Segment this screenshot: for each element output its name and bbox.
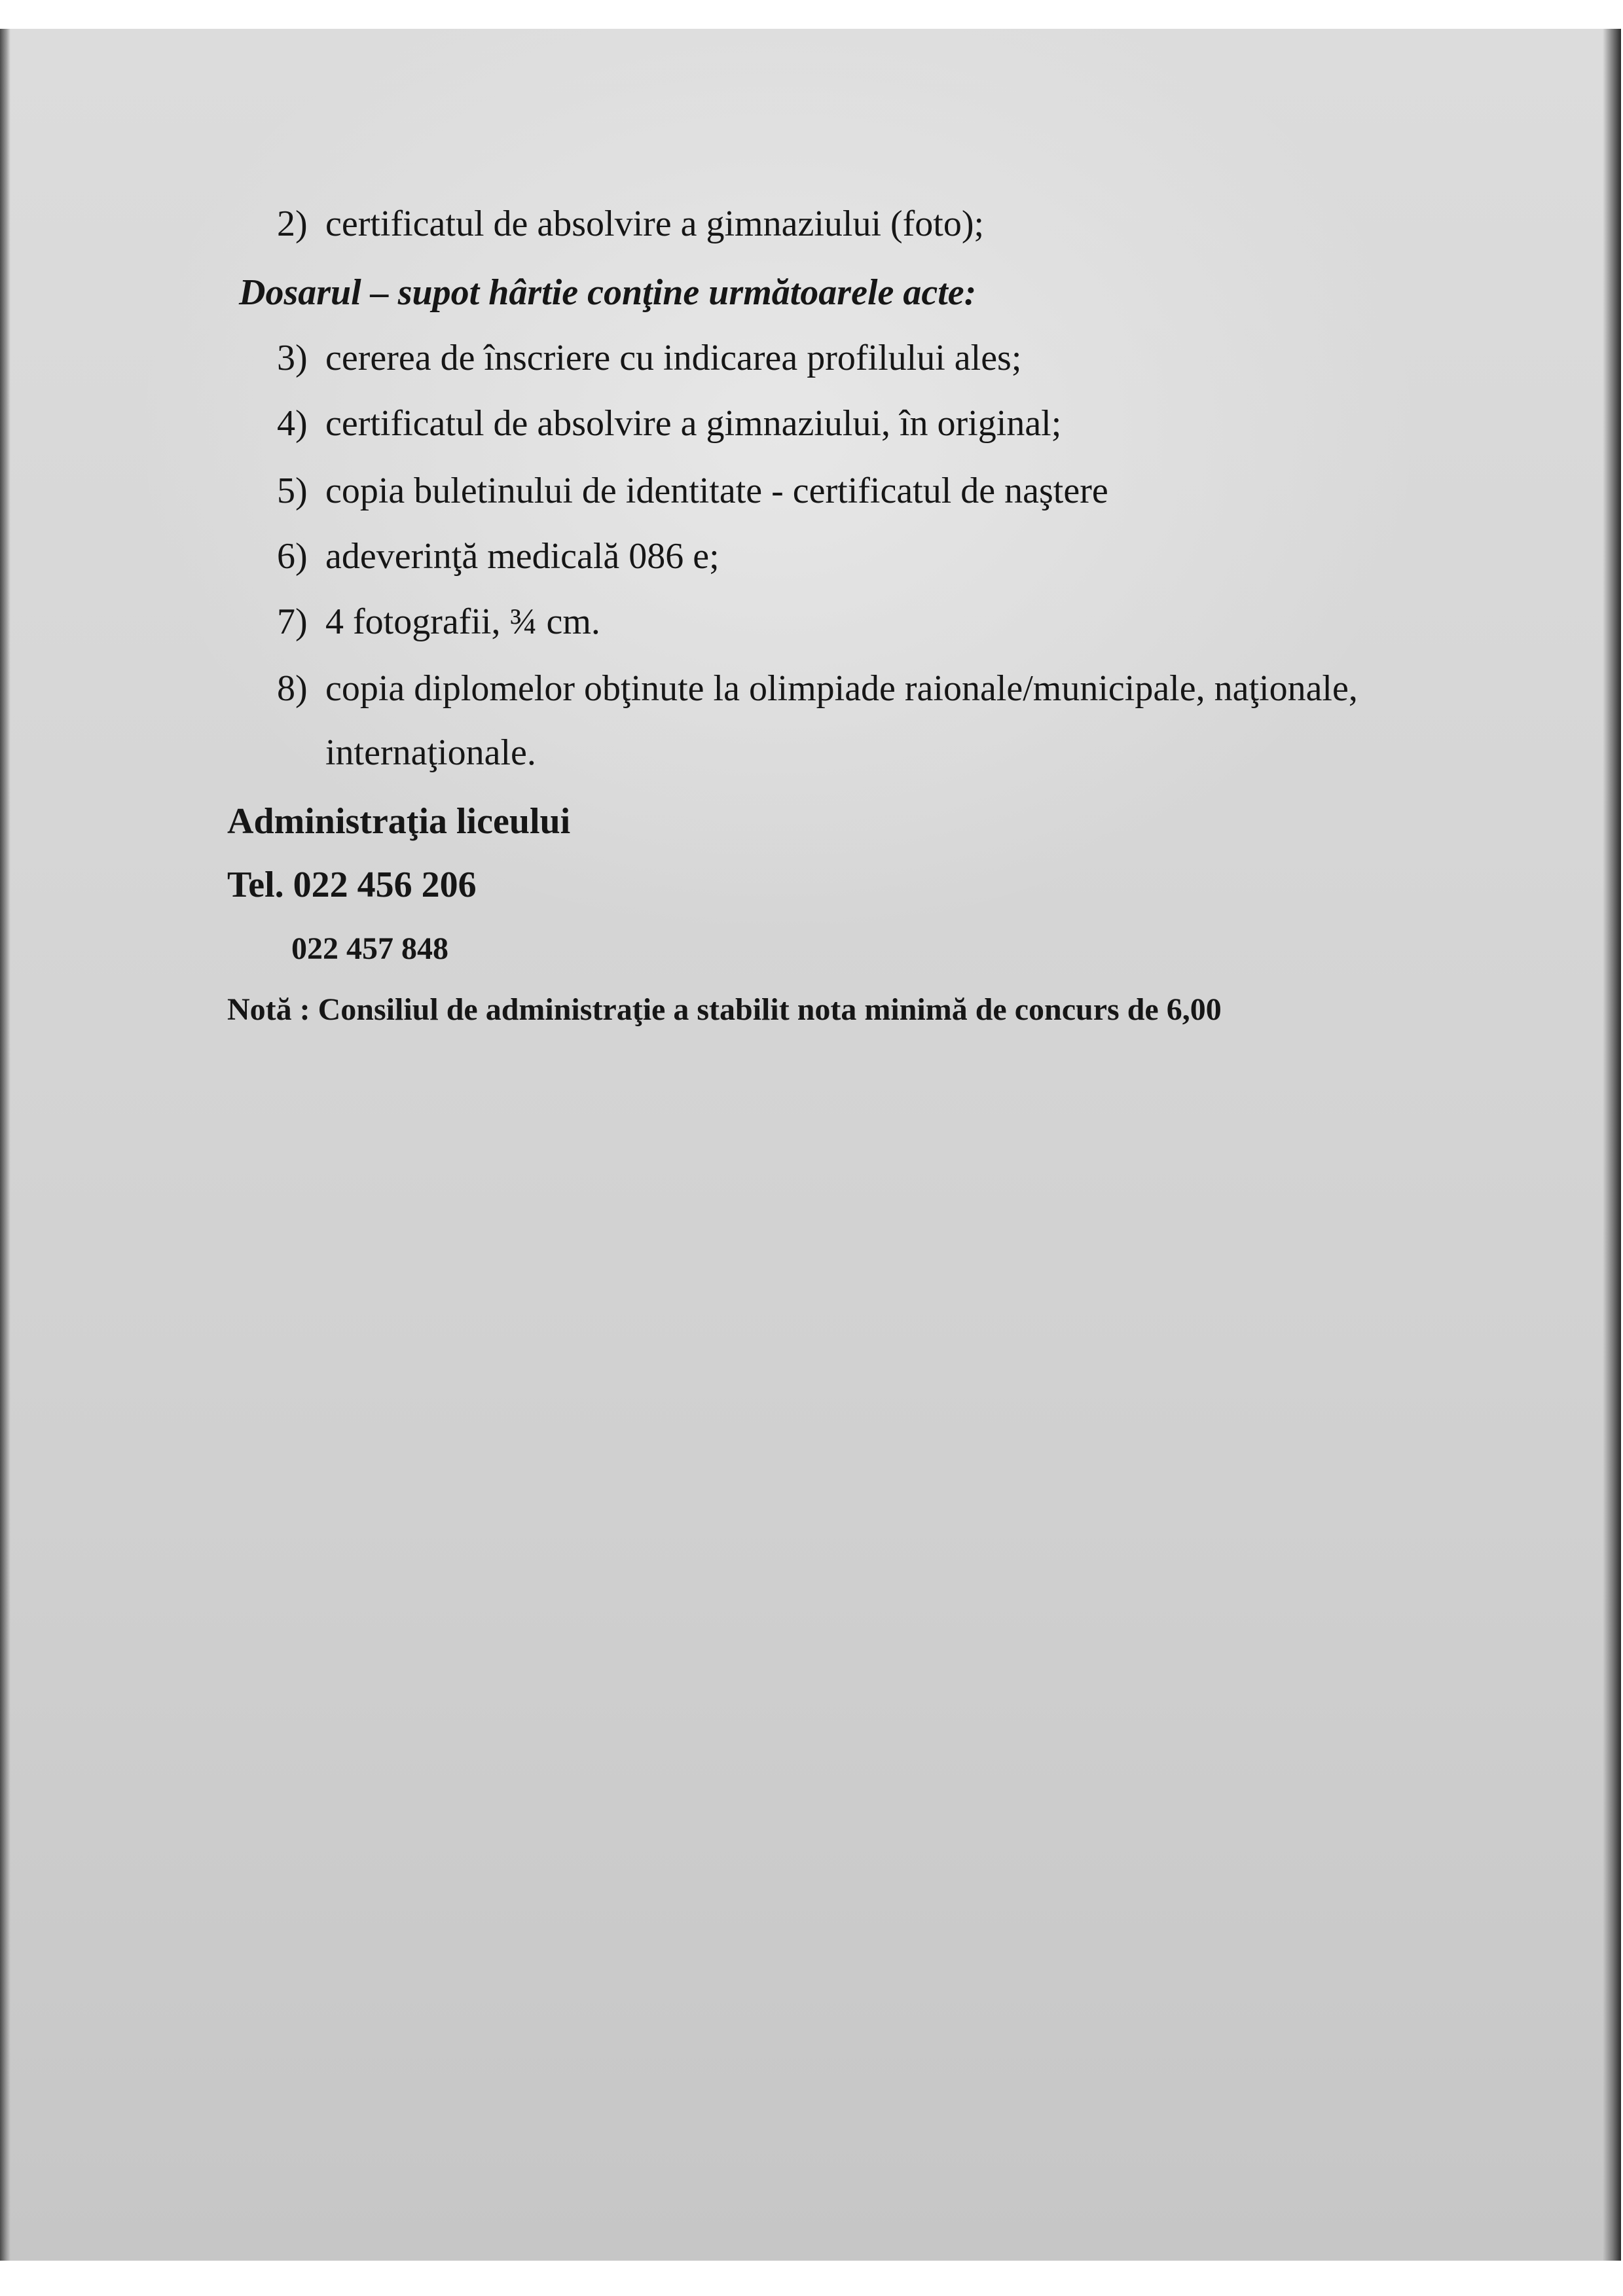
list-item-number: 3) — [277, 338, 308, 378]
list-item-number: 5) — [277, 471, 308, 511]
list-item-text: copia diplomelor obţinute la olimpiade raionale/municipale, naţionale, — [325, 668, 1358, 709]
list-item — [277, 405, 1061, 442]
list-item-text: certificatul de absolvire a gimnaziului, în original; — [325, 403, 1062, 444]
list-item — [277, 340, 1021, 376]
list-item-text: cererea de înscriere cu indicarea profilului ales; — [325, 338, 1022, 378]
paper-sheet — [0, 29, 1621, 2261]
list-item-text: adeverinţă medicală 086 e; — [325, 536, 720, 577]
section-heading: Dosarul – supot hârtie conţine următoarele acte: — [239, 272, 977, 313]
list-item-number: 7) — [277, 601, 308, 642]
list-item — [277, 473, 1108, 509]
list-item-text: 4 fotografii, ¾ cm. — [325, 601, 600, 642]
list-item — [277, 206, 984, 242]
note-text: Notă : Consiliul de administraţie a stabilit nota minimă de concurs de 6,00 — [227, 992, 1222, 1027]
list-item-number: 4) — [277, 403, 308, 444]
list-item-number: 2) — [277, 204, 308, 244]
signature-line: Administraţia liceului — [227, 801, 571, 842]
phone-primary: Tel. 022 456 206 — [227, 865, 477, 905]
list-item-number: 8) — [277, 668, 308, 709]
list-item — [277, 670, 1358, 707]
list-item — [277, 603, 600, 640]
list-item-continuation: internaţionale. — [325, 732, 536, 773]
list-item-text: copia buletinului de identitate - certificatul de naştere — [325, 471, 1108, 511]
list-item-text: certificatul de absolvire a gimnaziului (foto); — [325, 204, 985, 244]
list-item — [277, 538, 720, 575]
phone-secondary: 022 457 848 — [291, 931, 448, 966]
list-item-number: 6) — [277, 536, 308, 577]
